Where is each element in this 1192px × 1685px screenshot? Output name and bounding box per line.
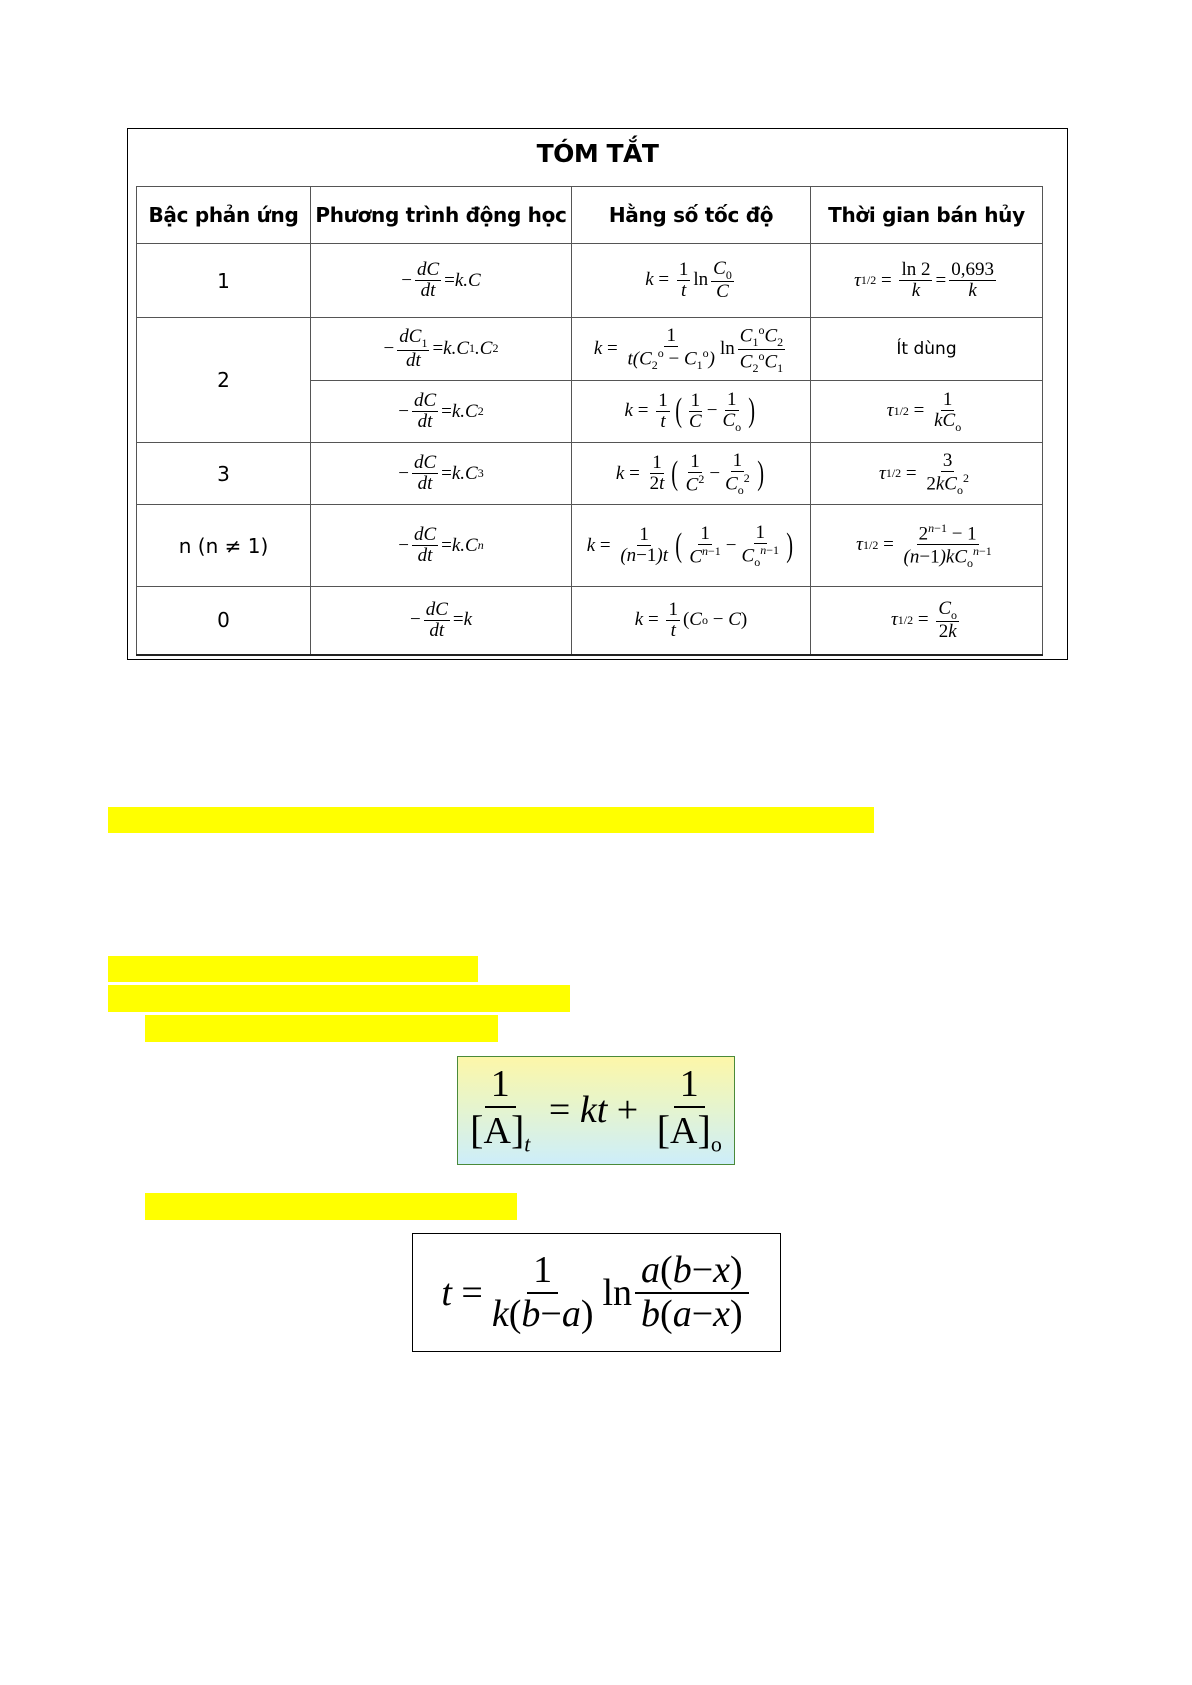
rate-constant-cell <box>572 505 811 587</box>
order-cell: 2 <box>137 318 311 443</box>
summary-table <box>136 186 1043 656</box>
formula: k = $\frac{1}{t}$ ln $C_0$ C <box>645 257 732 303</box>
half-life-cell <box>811 587 1043 655</box>
kinetic-eq-cell <box>311 381 572 443</box>
highlight-bar <box>145 1193 517 1220</box>
order-cell: 3 <box>137 443 311 505</box>
formula: k = $\frac{1}{t}$ ( C o − C ) <box>634 598 748 641</box>
rate-constant-cell <box>572 587 811 655</box>
header-kinetic-eq: Phương trình động học <box>311 187 572 244</box>
table-row <box>137 244 1043 318</box>
header-order: Bậc phản ứng <box>137 187 311 244</box>
highlight-bar <box>145 1015 498 1042</box>
formula: − $\frac{dC}{dt}$ = k <box>409 598 473 641</box>
formula: τ 1/2 = 3 $2kC_o^2$ <box>879 449 969 497</box>
second-order-equation-box <box>457 1056 735 1165</box>
order-cell: 1 <box>137 244 311 318</box>
order-cell: n (n ≠ 1) <box>137 505 311 587</box>
half-life-cell <box>811 244 1043 318</box>
formula: − $\frac{dC}{dt}$ = k.C 3 <box>398 452 484 494</box>
summary-title: TÓM TẮT <box>536 139 659 168</box>
half-life-cell <box>811 318 1043 381</box>
order-cell: 0 <box>137 587 311 655</box>
highlight-bar <box>108 807 874 833</box>
table-row <box>137 505 1043 587</box>
kinetic-eq-cell <box>311 443 572 505</box>
highlight-bar <box>108 985 570 1012</box>
kinetic-eq-cell <box>311 505 572 587</box>
formula: τ 1/2 = 1 $kC_o$ <box>886 388 962 434</box>
kinetic-eq-cell <box>311 587 572 655</box>
formula: τ 1/2 = $\frac{C_o}{2k}$ <box>890 597 958 642</box>
kinetic-eq-cell <box>311 244 572 318</box>
rate-constant-cell <box>572 244 811 318</box>
header-row <box>137 187 1043 244</box>
summary-frame <box>127 128 1068 660</box>
kinetic-eq-cell <box>311 318 572 381</box>
formula: k = $\frac{1}{2t}$ ( 1 $C^2$ − $\frac{1}{C_o^2}$ ) <box>615 449 764 497</box>
rate-constant-cell <box>572 381 811 443</box>
header-rate-constant: Hằng số tốc độ <box>572 187 811 244</box>
formula: − $\frac{dC_1}{dt}$ = k.C 1 .C 2 <box>383 326 499 371</box>
formula: k = $\frac{1}{t(C_2^o - C_1^o)}$ ln $C_1^oC_2$ $C_2^oC_1$ <box>593 322 784 375</box>
rate-constant-cell <box>572 443 811 505</box>
formula: − $\frac{dC}{dt}$ = k.C 2 <box>398 390 484 432</box>
two-reactant-equation: t = 1 k(b−a) ln a(b−x) b(a−x) <box>441 1250 751 1336</box>
half-life-cell <box>811 443 1043 505</box>
half-life-cell <box>811 381 1043 443</box>
formula: − $\frac{dC}{dt}$ = k.C n <box>398 524 484 566</box>
half-life-cell <box>811 505 1043 587</box>
formula: k = $\frac{1}{t}$ ( 1 C − $\frac{1}{C_o}$ ) <box>624 388 756 434</box>
formula: τ 1/2 = $\frac{\ln 2}{k}$ = $\frac{0,693}{k}$ <box>854 259 994 301</box>
rarely-used-note: Ít dùng <box>896 339 957 359</box>
highlight-bar <box>108 956 478 982</box>
formula: τ 1/2 = $2^{n-1} - 1$ $(n-1)kC_o^{n-1}$ <box>856 520 992 570</box>
rate-constant-cell <box>572 318 811 381</box>
formula: − $\frac{dC}{dt}$ = k.C <box>401 259 481 301</box>
formula: k = $\frac{1}{(n-1)t}$ ( 1 $C^{n-1}$ − 1 $C_o^{n-1}$ ) <box>586 521 794 569</box>
header-half-life: Thời gian bán hủy <box>811 187 1043 244</box>
table-row <box>137 318 1043 381</box>
table-row <box>137 443 1043 505</box>
table-row <box>137 587 1043 655</box>
second-order-equation: $\frac{1}{[A]_t}$ = kt + $\frac{1}{[A]_o}$ <box>470 1063 722 1157</box>
two-reactant-equation-box <box>412 1233 781 1352</box>
